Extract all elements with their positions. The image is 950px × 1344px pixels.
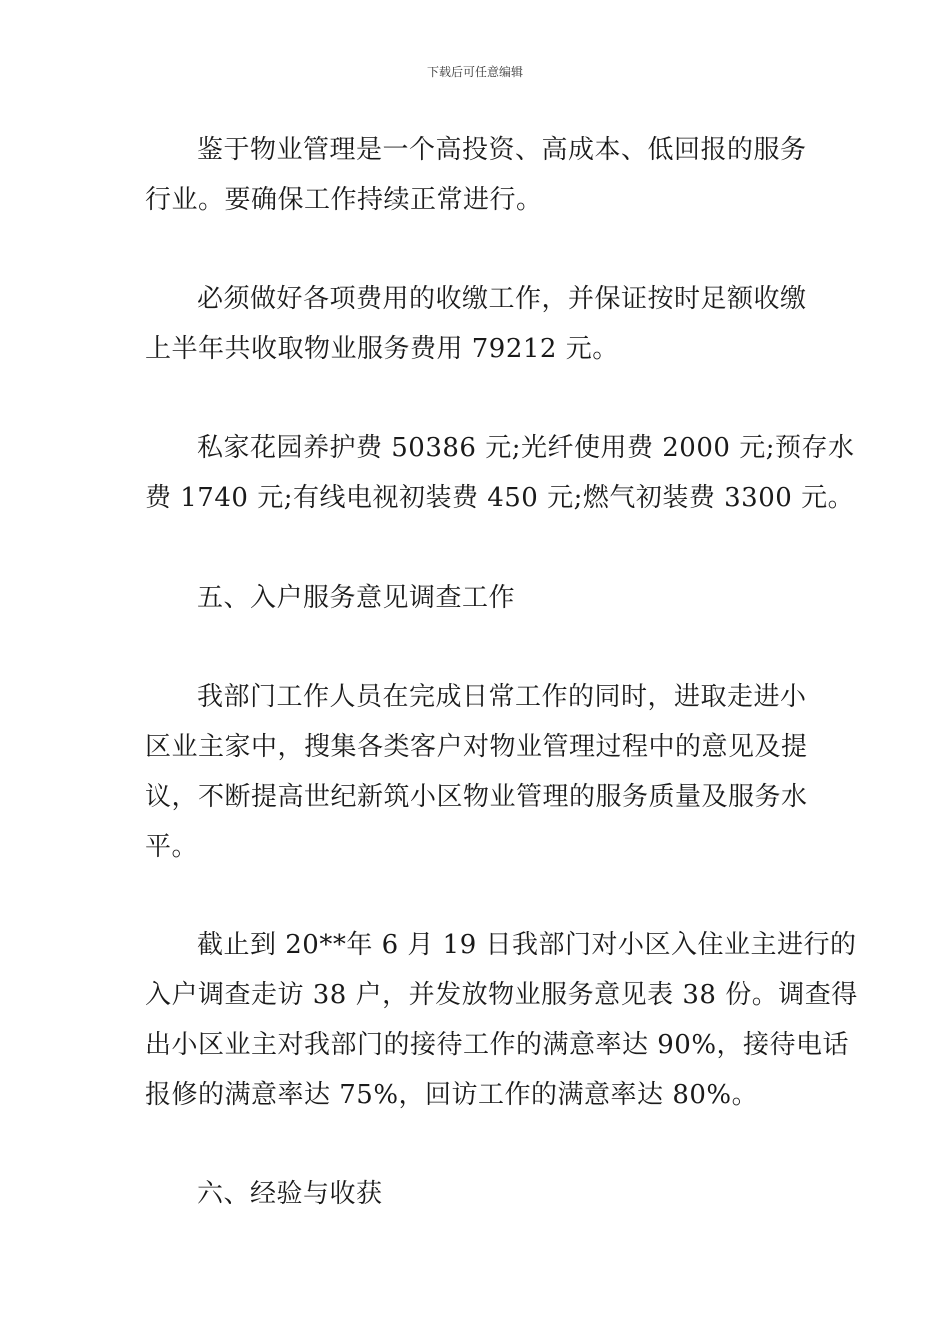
section-heading-five [145, 573, 810, 623]
paragraph-line: 出小区业主对我部门的接待工作的满意率达 90%，接待电话 [145, 1030, 850, 1060]
paragraph-line: 平。 [145, 832, 199, 862]
paragraph-line: 行业。要确保工作持续正常进行。 [145, 185, 543, 215]
paragraph-line: 鉴于物业管理是一个高投资、高成本、低回报的服务 [197, 135, 807, 165]
paragraph-survey-results [145, 920, 858, 1120]
paragraph-household-visits [145, 672, 810, 872]
paragraph-line: 入户调查走访 38 户，并发放物业服务意见表 38 份。调查得 [145, 980, 858, 1010]
paragraph-line: 私家花园养护费 50386 元;光纤使用费 2000 元;预存水 [197, 433, 855, 463]
paragraph-cost-overview [145, 125, 810, 225]
paragraph-line: 截止到 20**年 6 月 19 日我部门对小区入住业主进行的 [197, 930, 857, 960]
heading-text: 五、入户服务意见调查工作 [197, 583, 516, 613]
heading-text: 六、经验与收获 [197, 1179, 383, 1209]
paragraph-line: 费 1740 元;有线电视初装费 450 元;燃气初装费 3300 元。 [145, 483, 855, 513]
paragraph-line: 上半年共收取物业服务费用 79212 元。 [145, 334, 619, 364]
page-header: 下载后可任意编辑 [426, 65, 523, 79]
paragraph-fee-breakdown [145, 423, 855, 523]
section-heading-six [145, 1169, 810, 1219]
paragraph-line: 区业主家中，搜集各类客户对物业管理过程中的意见及提 [145, 732, 808, 762]
paragraph-line: 我部门工作人员在完成日常工作的同时，进取走进小 [197, 682, 807, 712]
paragraph-line: 议，不断提高世纪新筑小区物业管理的服务质量及服务水 [145, 782, 808, 812]
paragraph-line: 必须做好各项费用的收缴工作，并保证按时足额收缴 [197, 284, 807, 314]
paragraph-fee-collection [145, 274, 810, 374]
paragraph-line: 报修的满意率达 75%，回访工作的满意率达 80%。 [145, 1080, 759, 1110]
